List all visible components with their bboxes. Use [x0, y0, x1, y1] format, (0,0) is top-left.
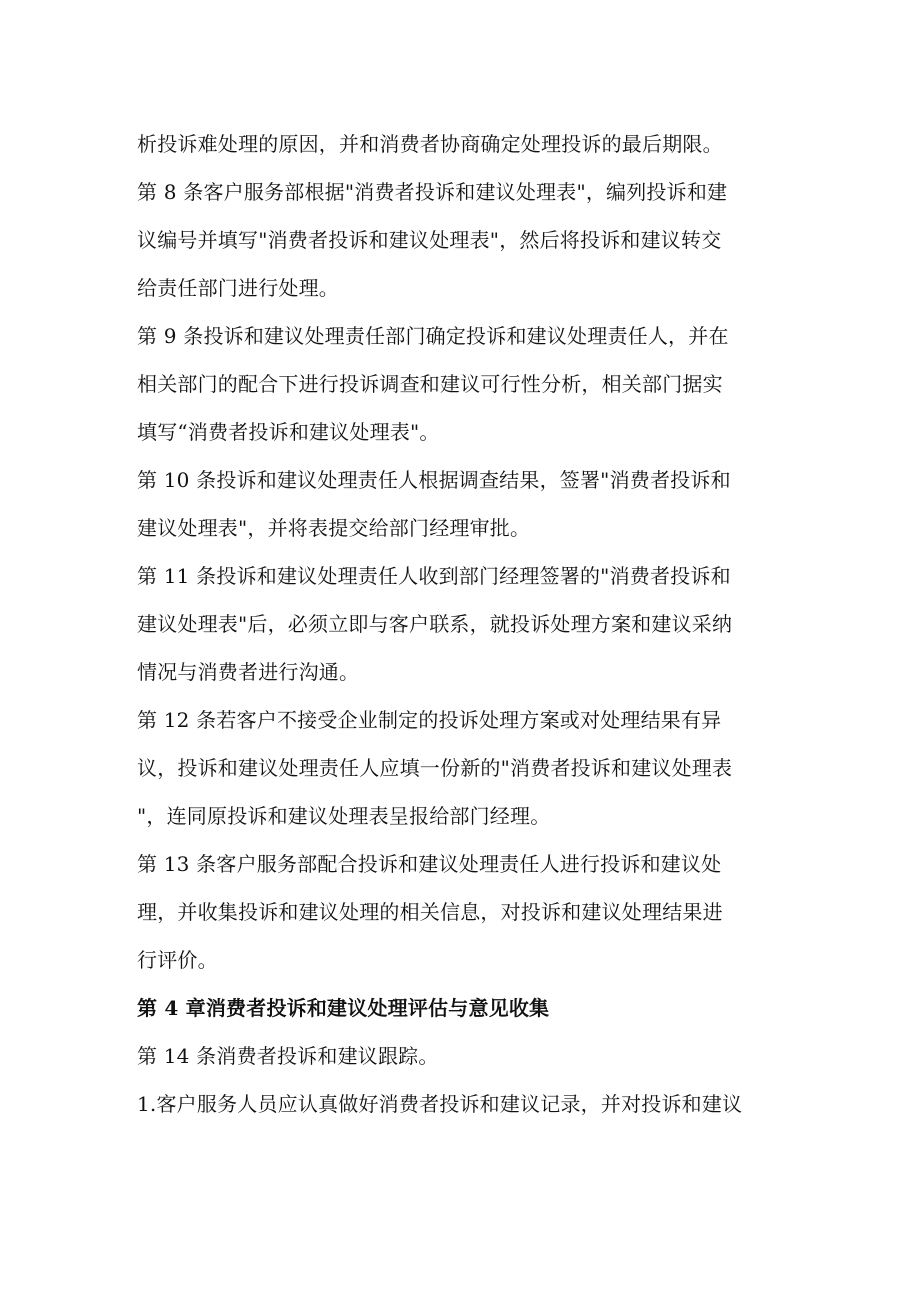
item-1-line-1: 1.客户服务人员应认真做好消费者投诉和建议记录，并对投诉和建议	[137, 1092, 743, 1116]
article-10-line-1: 第 10 条投诉和建议处理责任人根据调查结果，签署"消费者投诉和	[137, 468, 731, 492]
article-8-line-1: 第 8 条客户服务部根据"消费者投诉和建议处理表"，编列投诉和建	[137, 180, 728, 204]
article-12-line-2: 议，投诉和建议处理责任人应填一份新的"消费者投诉和建议处理表	[137, 756, 733, 780]
article-13-line-1: 第 13 条客户服务部配合投诉和建议处理责任人进行投诉和建议处	[137, 852, 722, 876]
article-12-line-3: "，连同原投诉和建议处理表呈报给部门经理。	[137, 804, 551, 828]
article-11-line-1: 第 11 条投诉和建议处理责任人收到部门经理签署的"消费者投诉和	[137, 564, 731, 588]
article-10-line-2: 建议处理表"，并将表提交给部门经理审批。	[137, 516, 531, 540]
article-9-line-1: 第 9 条投诉和建议处理责任部门确定投诉和建议处理责任人，并在	[137, 324, 729, 348]
document-body	[137, 120, 787, 1128]
article-14-line-1: 第 14 条消费者投诉和建议跟踪。	[137, 1044, 439, 1068]
article-11-line-2: 建议处理表"后，必须立即与客户联系，就投诉处理方案和建议采纳	[137, 612, 733, 636]
article-8-line-3: 给责任部门进行处理。	[137, 276, 339, 300]
article-8-line-2: 议编号并填写"消费者投诉和建议处理表"，然后将投诉和建议转交	[137, 228, 722, 252]
article-9-line-2: 相关部门的配合下进行投诉调查和建议可行性分析，相关部门据实	[137, 372, 723, 396]
chapter-4-heading: 第 4 章消费者投诉和建议处理评估与意见收集	[137, 996, 550, 1020]
article-13-line-3: 行评价。	[137, 948, 218, 972]
article-13-line-2: 理，并收集投诉和建议处理的相关信息，对投诉和建议处理结果进	[137, 900, 723, 924]
text-line: 析投诉难处理的原因，并和消费者协商确定处理投诉的最后期限。	[137, 132, 723, 156]
article-12-line-1: 第 12 条若客户不接受企业制定的投诉处理方案或对处理结果有异	[137, 708, 722, 732]
article-9-line-3: 填写“消费者投诉和建议处理表"。	[137, 420, 440, 444]
article-11-line-3: 情况与消费者进行沟通。	[137, 660, 360, 684]
